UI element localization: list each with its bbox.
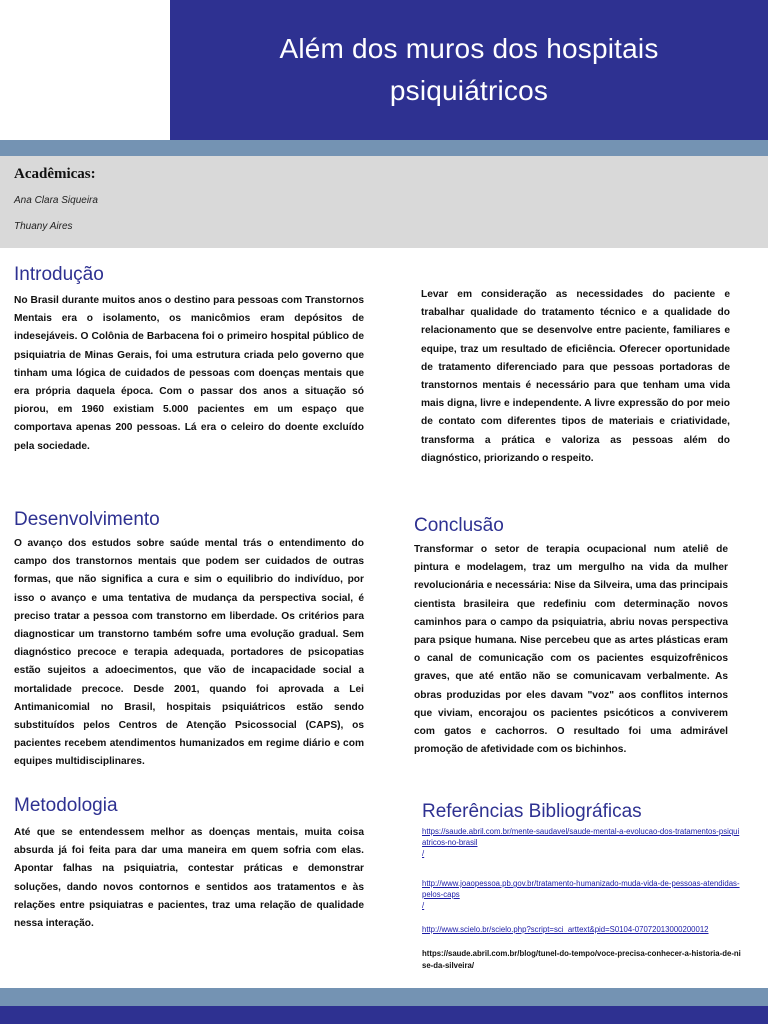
poster-title-line-2: psiquiátricos (389, 75, 549, 106)
reference-link-2[interactable]: http://www.joaopessoa.pb.gov.br/tratamento-humanizado-muda-vida-de-pessoas-atendidas-pelos-caps (422, 879, 740, 899)
poster-title (279, 28, 658, 112)
top-stripe (0, 140, 768, 156)
footer-band (0, 1006, 768, 1024)
introducao-text: No Brasil durante muitos anos o destino para pessoas com Transtornos Mentais era o isolamento, os manicômios eram depósitos de indesejáveis. O Colônia de Barbacena foi o primeiro hospital público de psiquiatria de Minas Gerais, foi uma estrutura criada pelo governo que tinham uma lógica de cuidados de pessoas com doenças mentais que era própria daquela época. Com o passar dos anos a situação só piorou, em 1960 existiam 5.000 pacientes em um espaço que comportava apenas 200 pessoas. Lá era o celeiro do doente excluído pela sociedade. (14, 295, 364, 452)
metodologia-title: Metodologia (14, 795, 118, 816)
desenvolvimento-title: Desenvolvimento (14, 509, 160, 530)
author-name-1: Ana Clara Siqueira (14, 195, 98, 206)
introducao-title: Introdução (14, 264, 104, 285)
desenvolvimento-text: O avanço dos estudos sobre saúde mental trás o entendimento do campo dos transtornos mentais que podem ser cuidados de outras formas, que não significa a cura e sim o equilibrio do indivíduo, por isso o avanço e uma tentativa de mudança da perspectiva social, é preciso tratar a pessoa com transtorno em liberdade. Os critérios para diagnosticar um transtorno também sofre uma evolução gradual. Sem diagnóstico precoce e terapia adequada, portadores de psicopatias estão sujeitos a adoecimentos, que vão de incapacidade social a mortalidade precoce. Desde 2001, quando foi aprovada a Lei Antimanicomial no Brasil, hospitais psiquiátricos estão sendo substituídos pelos Centros de Atenção Psicossocial (CAPS), os pacientes recebem atendimentos humanizados em regime diário e com equipes multidisciplinares. (14, 538, 364, 768)
reference-link-1-slash[interactable]: / (422, 849, 425, 858)
references-list (422, 826, 742, 972)
reference-text-4: https://saude.abril.com.br/blog/tunel-do-tempo/voce-precisa-conhecer-a-historia-de-nise-da-silveira/ (422, 949, 741, 970)
author-name-2: Thuany Aires (14, 221, 73, 232)
metodologia-text: Até que se entendessem melhor as doenças mentais, muita coisa absurda já foi feita para dar uma maneira em quem sofria com elas. Apontar falhas na psiquiatria, contestar práticas e demonstrar soluções, dando novos contornos e sentidos aos tratamentos e às relações entre psiquiatras e pacientes, traz uma relação de qualidade nessa interação. (14, 827, 364, 930)
reference-link-2-slash[interactable]: / (422, 901, 425, 910)
conclusao-text: Transformar o setor de terapia ocupacional num ateliê de pintura e modelagem, traz um mergulho na vida da mulher revolucionária e necessária: Nise da Silveira, uma das principais cientista brasileira que redefiniu com determinação novos caminhos para o campo da psiquiatria, abriu novas perspectiva para psique humana. Nise percebeu que as artes plásticas eram o canal de comunicação com os pacientes esquizofrênicos graves, que até então não se comunicavam verbalmente. As obras produzidas por eles davam "voz" aos conflitos internos que viviam, encorajou os pacientes psicóticos a conviverem com gatos e cachorros. O resultado foi uma admirável promoção de afetividade com os bichinhos. (414, 544, 728, 756)
reference-link-1[interactable]: https://saude.abril.com.br/mente-saudavel/saude-mental-a-evolucao-dos-tratamentos-psiquiatricos-no-brasil (422, 827, 740, 847)
authors-heading: Acadêmicas: (14, 166, 96, 182)
poster-title-line-1: Além dos muros dos hospitais (279, 33, 659, 64)
bottom-stripe (0, 988, 768, 1006)
referencias-title: Referências Bibliográficas (422, 801, 642, 822)
conclusao-title: Conclusão (414, 515, 504, 536)
title-banner (170, 0, 768, 140)
authors-section (0, 156, 768, 248)
continuacao-text: Levar em consideração as necessidades do paciente e trabalhar qualidade do tratamento técnico e a qualidade do relacionamento que se desenvolve entre paciente, familiares e equipe, traz um resultado de eficiência. Oferecer oportunidade de tratamento diferenciado para que pessoas portadoras de transtornos mentais é necessário para que tenham uma vida mais digna, livre e independente. A livre expressão do por meio de contato com diferentes tipos de materiais e criatividade, transforma a prática e valoriza as pessoas além do diagnóstico, priorizando o respeito. (421, 289, 730, 464)
reference-link-3[interactable]: http://www.scielo.br/scielo.php?script=sci_arttext&pid=S0104-07072013000200012 (422, 925, 709, 934)
